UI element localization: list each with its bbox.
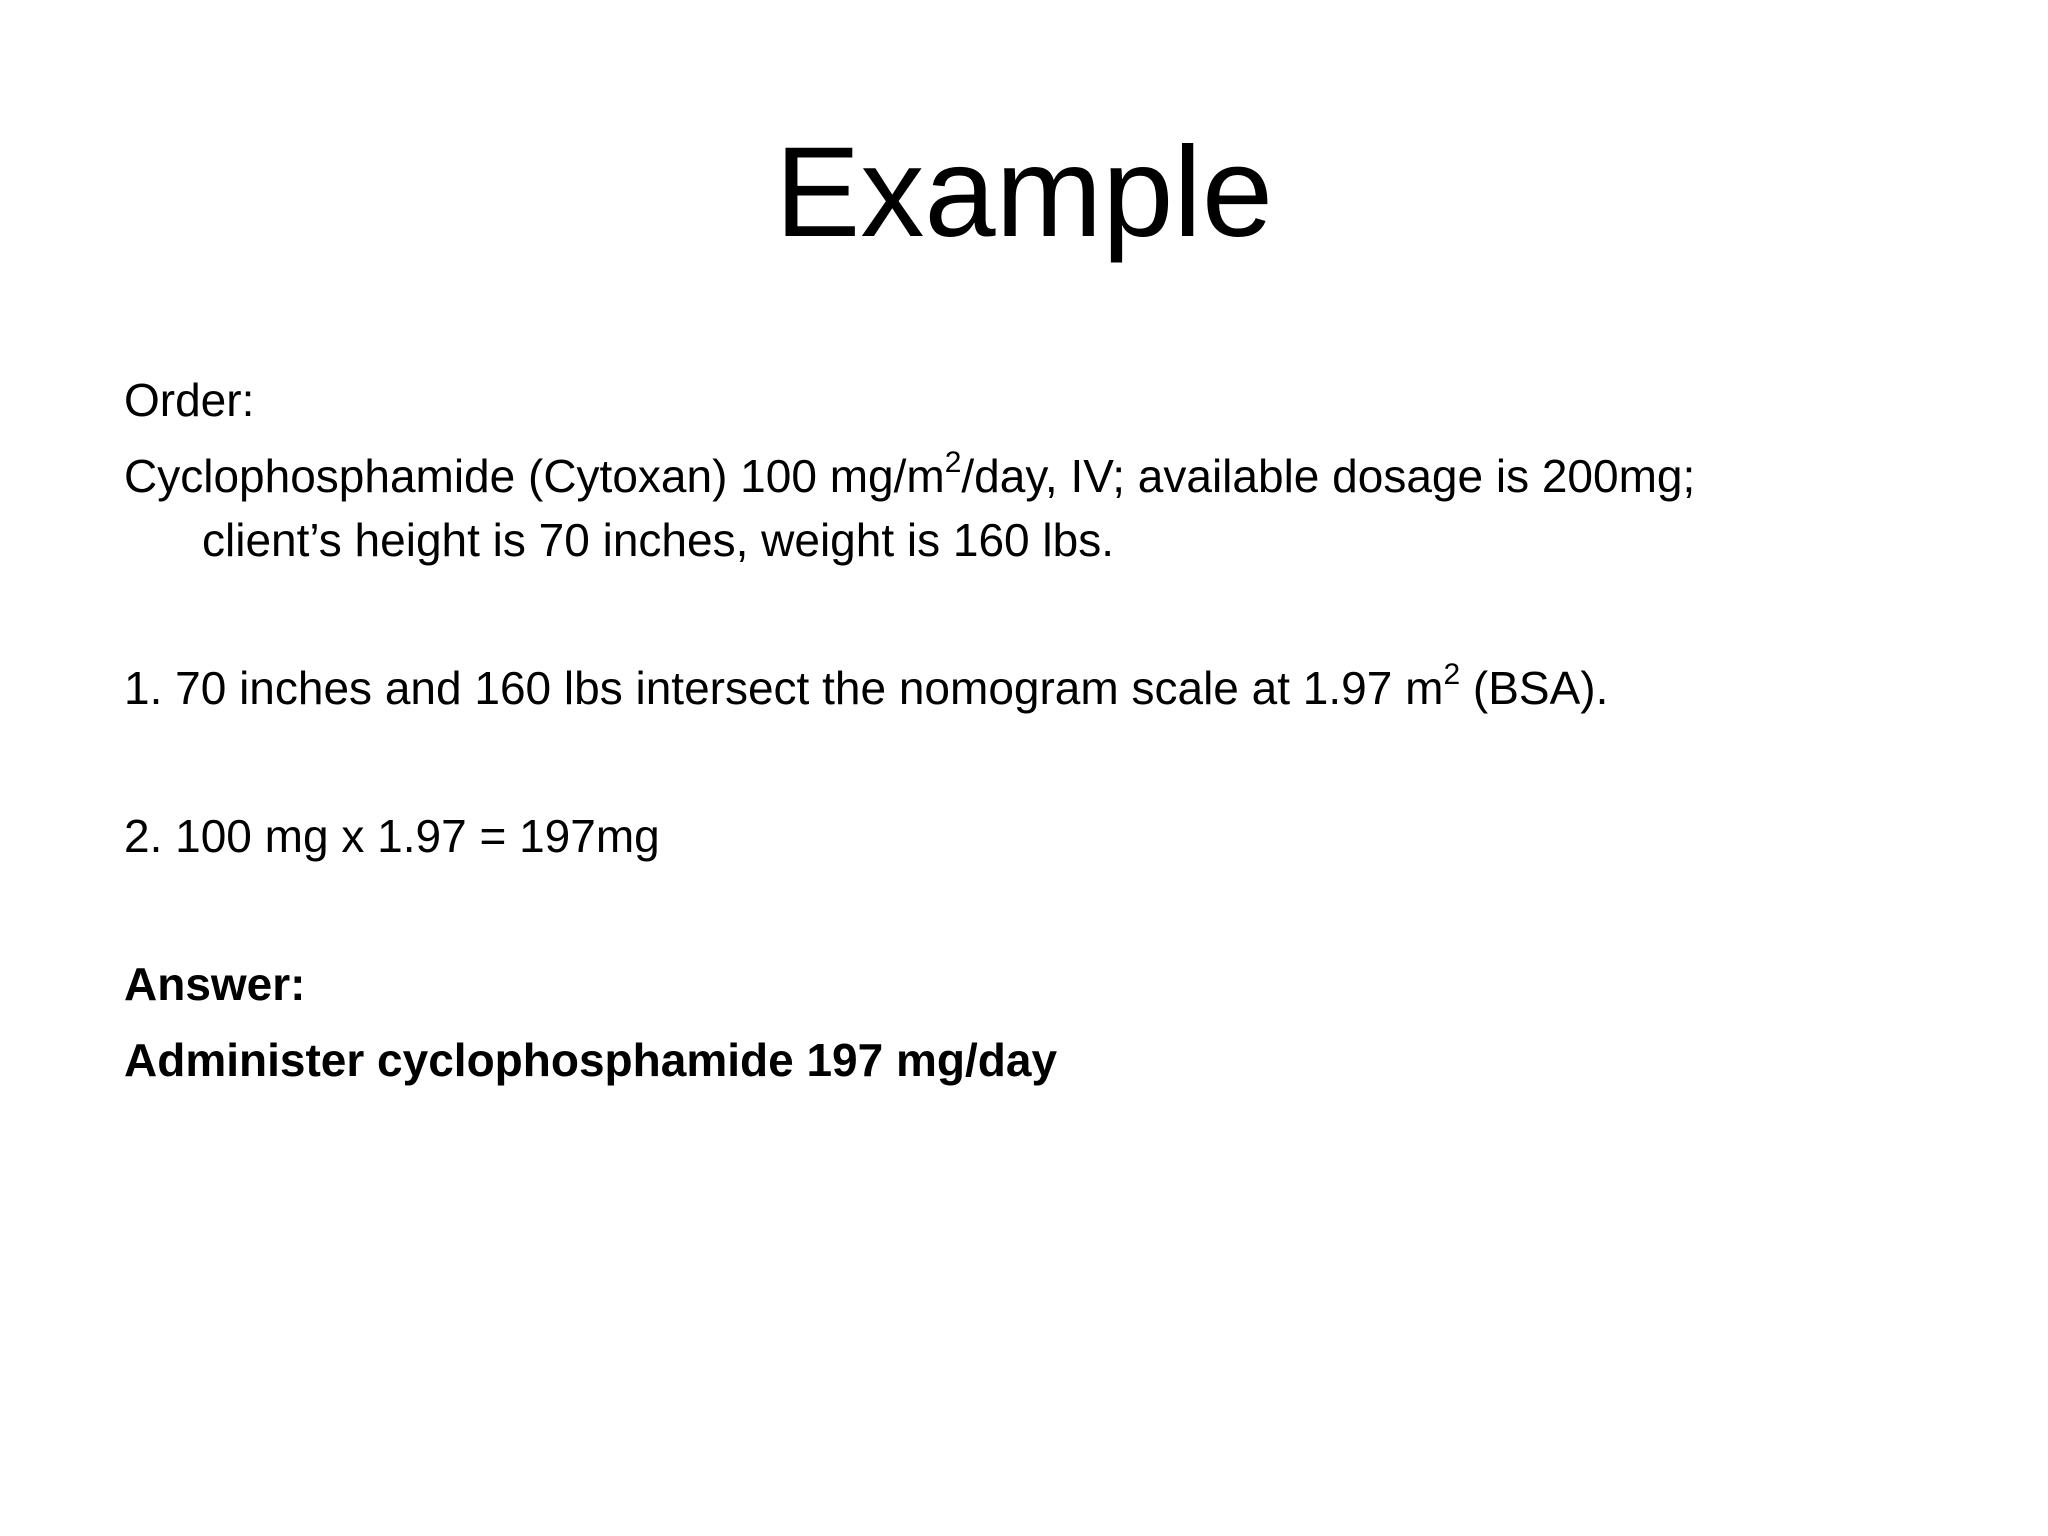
order-line-1-rest: /day, IV; available dosage is 200mg;	[961, 450, 1696, 502]
step-1	[124, 656, 1974, 720]
step-1-rest: (BSA).	[1460, 662, 1609, 714]
slide-title: Example	[775, 121, 1273, 264]
order-line-2: client’s height is 70 inches, weight is 160 lbs.	[202, 514, 1115, 566]
answer-text: Administer cyclophosphamide 197 mg/day	[124, 1034, 1058, 1086]
step-1-superscript: 2	[1443, 657, 1461, 691]
order-label: Order:	[124, 374, 255, 426]
order-line-1-text: Cyclophosphamide (Cytoxan) 100 mg/m	[124, 450, 945, 502]
step-1-text: 1. 70 inches and 160 lbs intersect the nomogram scale at 1.97 m	[124, 662, 1444, 714]
answer-label: Answer:	[124, 958, 306, 1010]
order-line-1	[124, 444, 1974, 508]
order-superscript: 2	[944, 445, 962, 479]
step-2: 2. 100 mg x 1.97 = 197mg	[124, 810, 660, 862]
slide-body	[124, 368, 1974, 1092]
